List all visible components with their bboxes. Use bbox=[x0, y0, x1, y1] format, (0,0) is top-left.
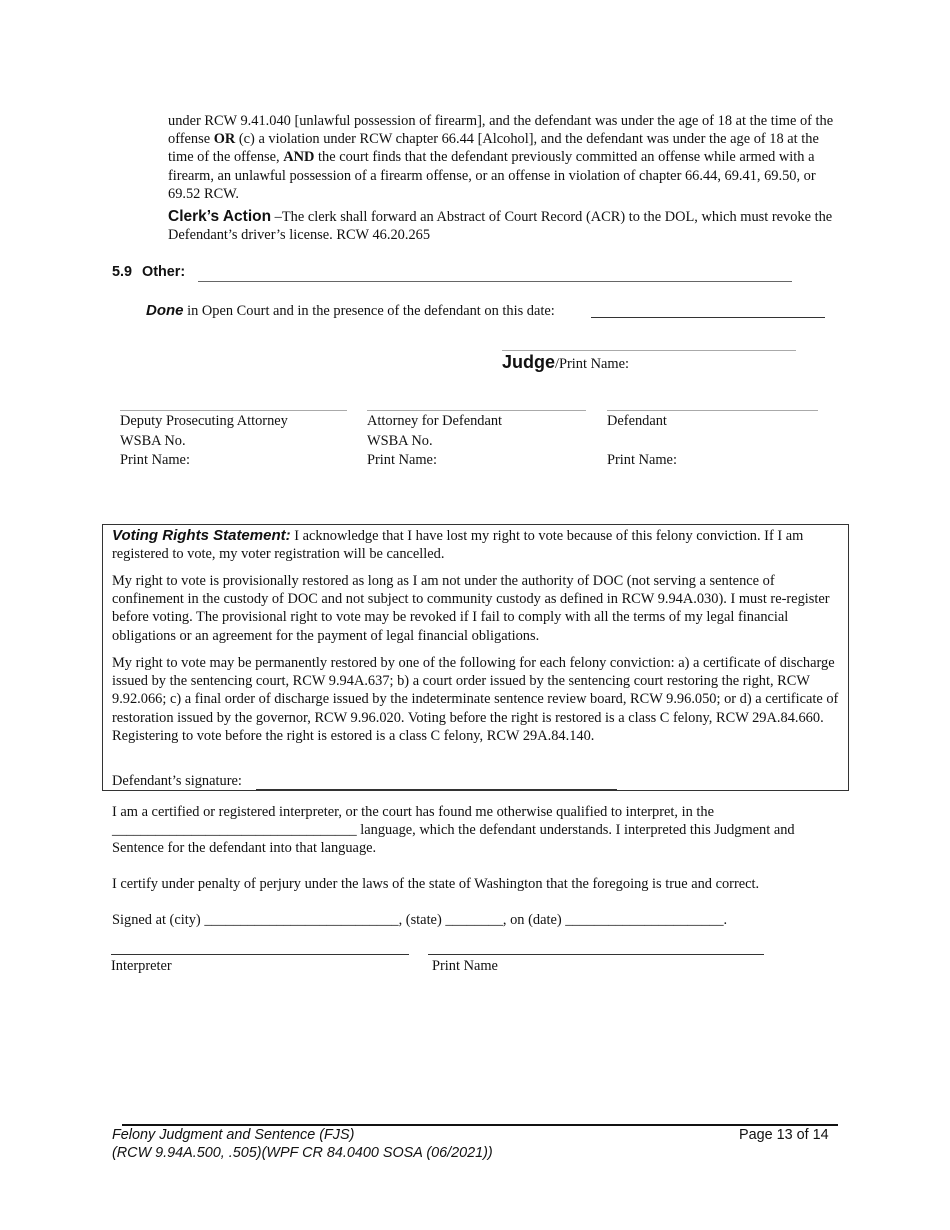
signer-print-name: Print Name: bbox=[120, 452, 190, 468]
interpreter-p2: __________________________________ language, which the defendant understands. I interpreted this Judgment and Sentence for the defendant into that language. bbox=[112, 822, 795, 857]
section-number: 5.9 bbox=[112, 264, 133, 280]
voting-rights-label: Voting Rights Statement: bbox=[112, 527, 291, 544]
signer-print-name: Print Name: bbox=[607, 452, 677, 468]
language-blank[interactable]: __________________________________ bbox=[112, 822, 357, 838]
interpreter-label: Interpreter bbox=[111, 958, 172, 974]
print-name-label: Print Name bbox=[432, 958, 498, 974]
defendant-signature-line[interactable] bbox=[607, 410, 818, 411]
footer-title: Felony Judgment and Sentence (FJS) bbox=[112, 1127, 355, 1143]
page-number: Page 13 of 14 bbox=[739, 1127, 829, 1143]
signer-wsba: WSBA No. bbox=[367, 432, 433, 449]
continued-paragraph: under RCW 9.41.040 [unlawful possession of firearm], and the defendant was under the age of 18 at the time of the offense OR (c) a violation under RCW chapter 66.44 [Alcohol], and the defendant was under the age of 18 at the time of the offense, AND the court finds that the defendant previously committed an offense while armed with a firearm, an unlawful possession of a firearm offense, or an offense in violation of chapter 66.44, 69.41, 69.50, or 69.52 RCW. bbox=[168, 113, 834, 202]
signer-title: Attorney for Defendant bbox=[367, 413, 503, 429]
signed-at-line[interactable]: Signed at (city) ___________________________, (state) ________, on (date) ______________________. bbox=[112, 912, 728, 928]
interpreter-p1: I am a certified or registered interpreter, or the court has found me otherwise qualified to interpret, in the bbox=[112, 804, 714, 820]
footer-citation: (RCW 9.94A.500, .505)(WPF CR 84.0400 SOSA (06/2021)) bbox=[112, 1145, 493, 1161]
signer-title: Deputy Prosecuting Attorney bbox=[120, 413, 288, 429]
voting-rights-p3: My right to vote may be permanently restored by one of the following for each felony conviction: a) a certificate of discharge issued by the sentencing court, RCW 9.94A.637; b) a court order issued by the sentencing court restoring the right, RCW 9.92.066; c) a final order of discharge issued by the indeterminate sentence review board, RCW 9.96.050; or d) a certificate of restoration issued by the governor, RCW 9.96.020. Voting before the right is restored is a class C felony, RCW 29A.84.660. Registering to vote before the right is estored is a class C felony, RCW 29A.84.140. bbox=[112, 655, 839, 744]
defendant-voting-signature-line[interactable] bbox=[256, 789, 617, 790]
signer-prosecutor bbox=[120, 412, 288, 471]
signer-wsba: WSBA No. bbox=[120, 432, 186, 449]
defendant-signature-label: Defendant’s signature: bbox=[112, 773, 242, 789]
clerks-action-paragraph: Clerk’s Action –The clerk shall forward an Abstract of Court Record (ACR) to the DOL, which must revoke the Defendant’s driver’s license. RCW 46.20.265 bbox=[168, 208, 833, 244]
clerks-action-label: Clerk’s Action bbox=[168, 208, 272, 225]
judge-signature-line[interactable] bbox=[502, 350, 796, 351]
date-line[interactable] bbox=[591, 317, 825, 318]
voting-rights-p1: Voting Rights Statement: I acknowledge that I have lost my right to vote because of this felony conviction. If I am registered to vote, my voter registration will be cancelled. bbox=[112, 527, 804, 563]
judge-label-block: Judge/Print Name: bbox=[502, 352, 629, 372]
section-5-9-heading bbox=[112, 264, 185, 280]
certify-statement: I certify under penalty of perjury under the laws of the state of Washington that the foregoing is true and correct. bbox=[112, 876, 760, 892]
judge-label: Judge bbox=[502, 352, 556, 372]
section-label: Other: bbox=[142, 264, 186, 280]
signer-defendant bbox=[607, 412, 677, 471]
defense-attorney-signature-line[interactable] bbox=[367, 410, 586, 411]
signer-title: Defendant bbox=[607, 413, 667, 429]
voting-rights-p2: My right to vote is provisionally restored as long as I am not under the authority of DOC (not serving a sentence of confinement in the custody of DOC and not subject to community custody as defined in RCW 9.94A.030). I must re-register before voting. The provisional right to vote may be revoked if I fail to comply with all the terms of my legal financial obligations or an agreement for the payment of legal financial obligations. bbox=[112, 573, 830, 644]
interpreter-print-name-line[interactable] bbox=[428, 954, 764, 955]
done-label: Done bbox=[146, 302, 184, 319]
signer-defense-attorney bbox=[367, 412, 502, 471]
other-line[interactable] bbox=[198, 281, 792, 282]
footer-rule bbox=[122, 1124, 838, 1126]
signer-wsba bbox=[607, 432, 677, 452]
done-statement: Done in Open Court and in the presence of the defendant on this date: bbox=[146, 302, 555, 319]
prosecutor-signature-line[interactable] bbox=[120, 410, 347, 411]
interpreter-signature-line[interactable] bbox=[111, 954, 409, 955]
signer-print-name: Print Name: bbox=[367, 452, 437, 468]
